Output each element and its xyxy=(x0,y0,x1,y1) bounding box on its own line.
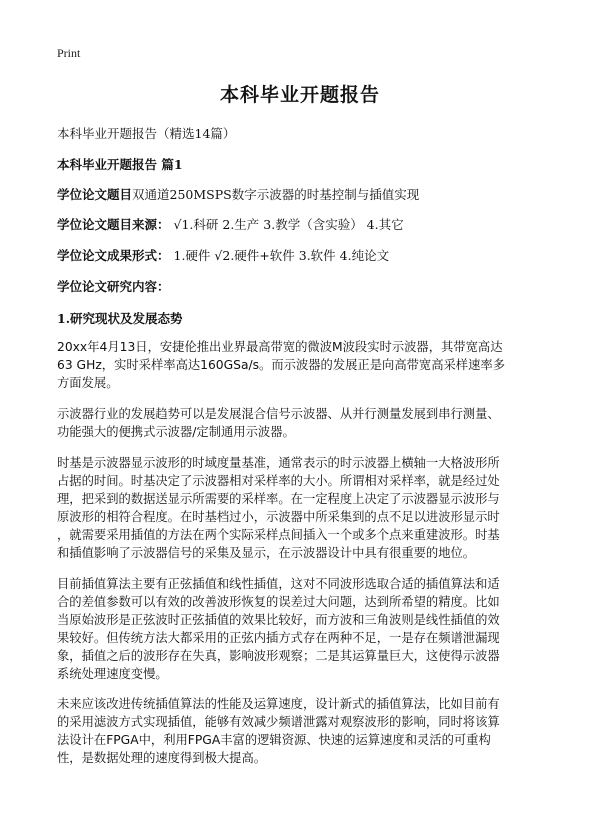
paragraph-5 xyxy=(57,695,557,767)
paragraph-2 xyxy=(57,405,557,441)
paragraph-line: 和插值影响了示波器信号的采集及显示，在示波器设计中具有很重要的地位。 xyxy=(57,546,476,560)
thesis-title-label: 学位论文题目 xyxy=(57,187,133,202)
paragraph-line: 理，把采到的数据送显示所需要的采样率。在一定程度上决定了示波器显示波形与 xyxy=(57,492,500,506)
paragraph-line: 系统处理速度变慢。 xyxy=(57,667,168,681)
paragraph-4 xyxy=(57,575,557,683)
paragraph-line: 20xx年4月13日，安捷伦推出业界最高带宽的微波M波段实时示波器，其带宽高达 xyxy=(57,340,503,354)
research-content-heading: 学位论文研究内容： xyxy=(57,279,170,294)
research-status-subheading: 1.研究现状及发展态势 xyxy=(57,311,183,326)
paragraph-line: 时基是示波器显示波形的时域度量基准，通常表示的时示波器上横轴一大格波形所 xyxy=(57,456,500,470)
paragraph-line: 原波形的相符合程度。在时基档过小，示波器中所采集到的点不足以进波形显示时 xyxy=(57,510,500,524)
paragraph-line: 果较好。但传统方法大都采用的正弦内插方式存在两种不足，一是存在频谱泄漏现 xyxy=(57,631,500,645)
print-label: Print xyxy=(57,46,81,60)
paragraph-line: 示波器行业的发展趋势可以是发展混合信号示波器、从并行测量发展到串行测量、 xyxy=(57,407,500,421)
paragraph-line: 未来应该改进传统插值算法的性能及运算速度，设计新式的插值算法，比如目前有 xyxy=(57,697,500,711)
paragraph-line: 合的差值参数可以有效的改善波形恢复的误差过大问题，达到所希望的精度。比如 xyxy=(57,595,500,609)
thesis-result-label: 学位论文成果形式： xyxy=(57,248,170,263)
thesis-result-line xyxy=(57,246,389,264)
paragraph-line: 占据的时间。时基决定了示波器相对采样率的大小。所谓相对采样率，就是经过处 xyxy=(57,474,500,488)
paragraph-line: 法设计在FPGA中，利用FPGA丰富的逻辑资源、快速的运算速度和灵活的可重构 xyxy=(57,733,491,747)
paragraph-line: 功能强大的便携式示波器/定制通用示波器。 xyxy=(57,425,295,439)
thesis-title-value: 双通道250MSPS数字示波器的时基控制与插值实现 xyxy=(132,187,420,202)
thesis-result-value: 1.硬件 √2.硬件+软件 3.软件 4.纯论文 xyxy=(173,248,390,263)
section-heading: 本科毕业开题报告 篇1 xyxy=(57,157,183,172)
thesis-title-line xyxy=(57,185,419,203)
paragraph-1 xyxy=(57,338,557,392)
thesis-source-label: 学位论文题目来源： xyxy=(57,217,170,232)
thesis-source-value: √1.科研 2.生产 3.教学（含实验） 4.其它 xyxy=(173,217,404,232)
paragraph-line: 性，是数据处理的速度得到极大提高。 xyxy=(57,751,267,765)
paragraph-line: 方面发展。 xyxy=(57,376,119,390)
paragraph-line: ，就需要采用插值的方法在两个实际采样点间插入一个或多个点来重建波形。时基 xyxy=(57,528,500,542)
document-subtitle: 本科毕业开题报告（精选14篇） xyxy=(57,126,236,141)
paragraph-line: 象，插值之后的波形存在失真，影响波形观察；二是其运算量巨大，这使得示波器 xyxy=(57,649,500,663)
thesis-source-line xyxy=(57,215,404,233)
paragraph-3 xyxy=(57,454,557,562)
document-title: 本科毕业开题报告 xyxy=(219,84,380,106)
paragraph-line: 的采用滤波方式实现插值，能够有效减少频谱泄露对观察波形的影响，同时将该算 xyxy=(57,715,500,729)
paragraph-line: 63 GHz，实时采样率高达160GSa/s。而示波器的发展正是向高带宽高采样速率多 xyxy=(57,358,505,372)
paragraph-line: 目前插值算法主要有正弦插值和线性插值，这对不同波形选取合适的插值算法和适 xyxy=(57,577,500,591)
paragraph-line: 当原始波形是正弦波时正弦插值的效果比较好，而方波和三角波则是线性插值的效 xyxy=(57,613,500,627)
